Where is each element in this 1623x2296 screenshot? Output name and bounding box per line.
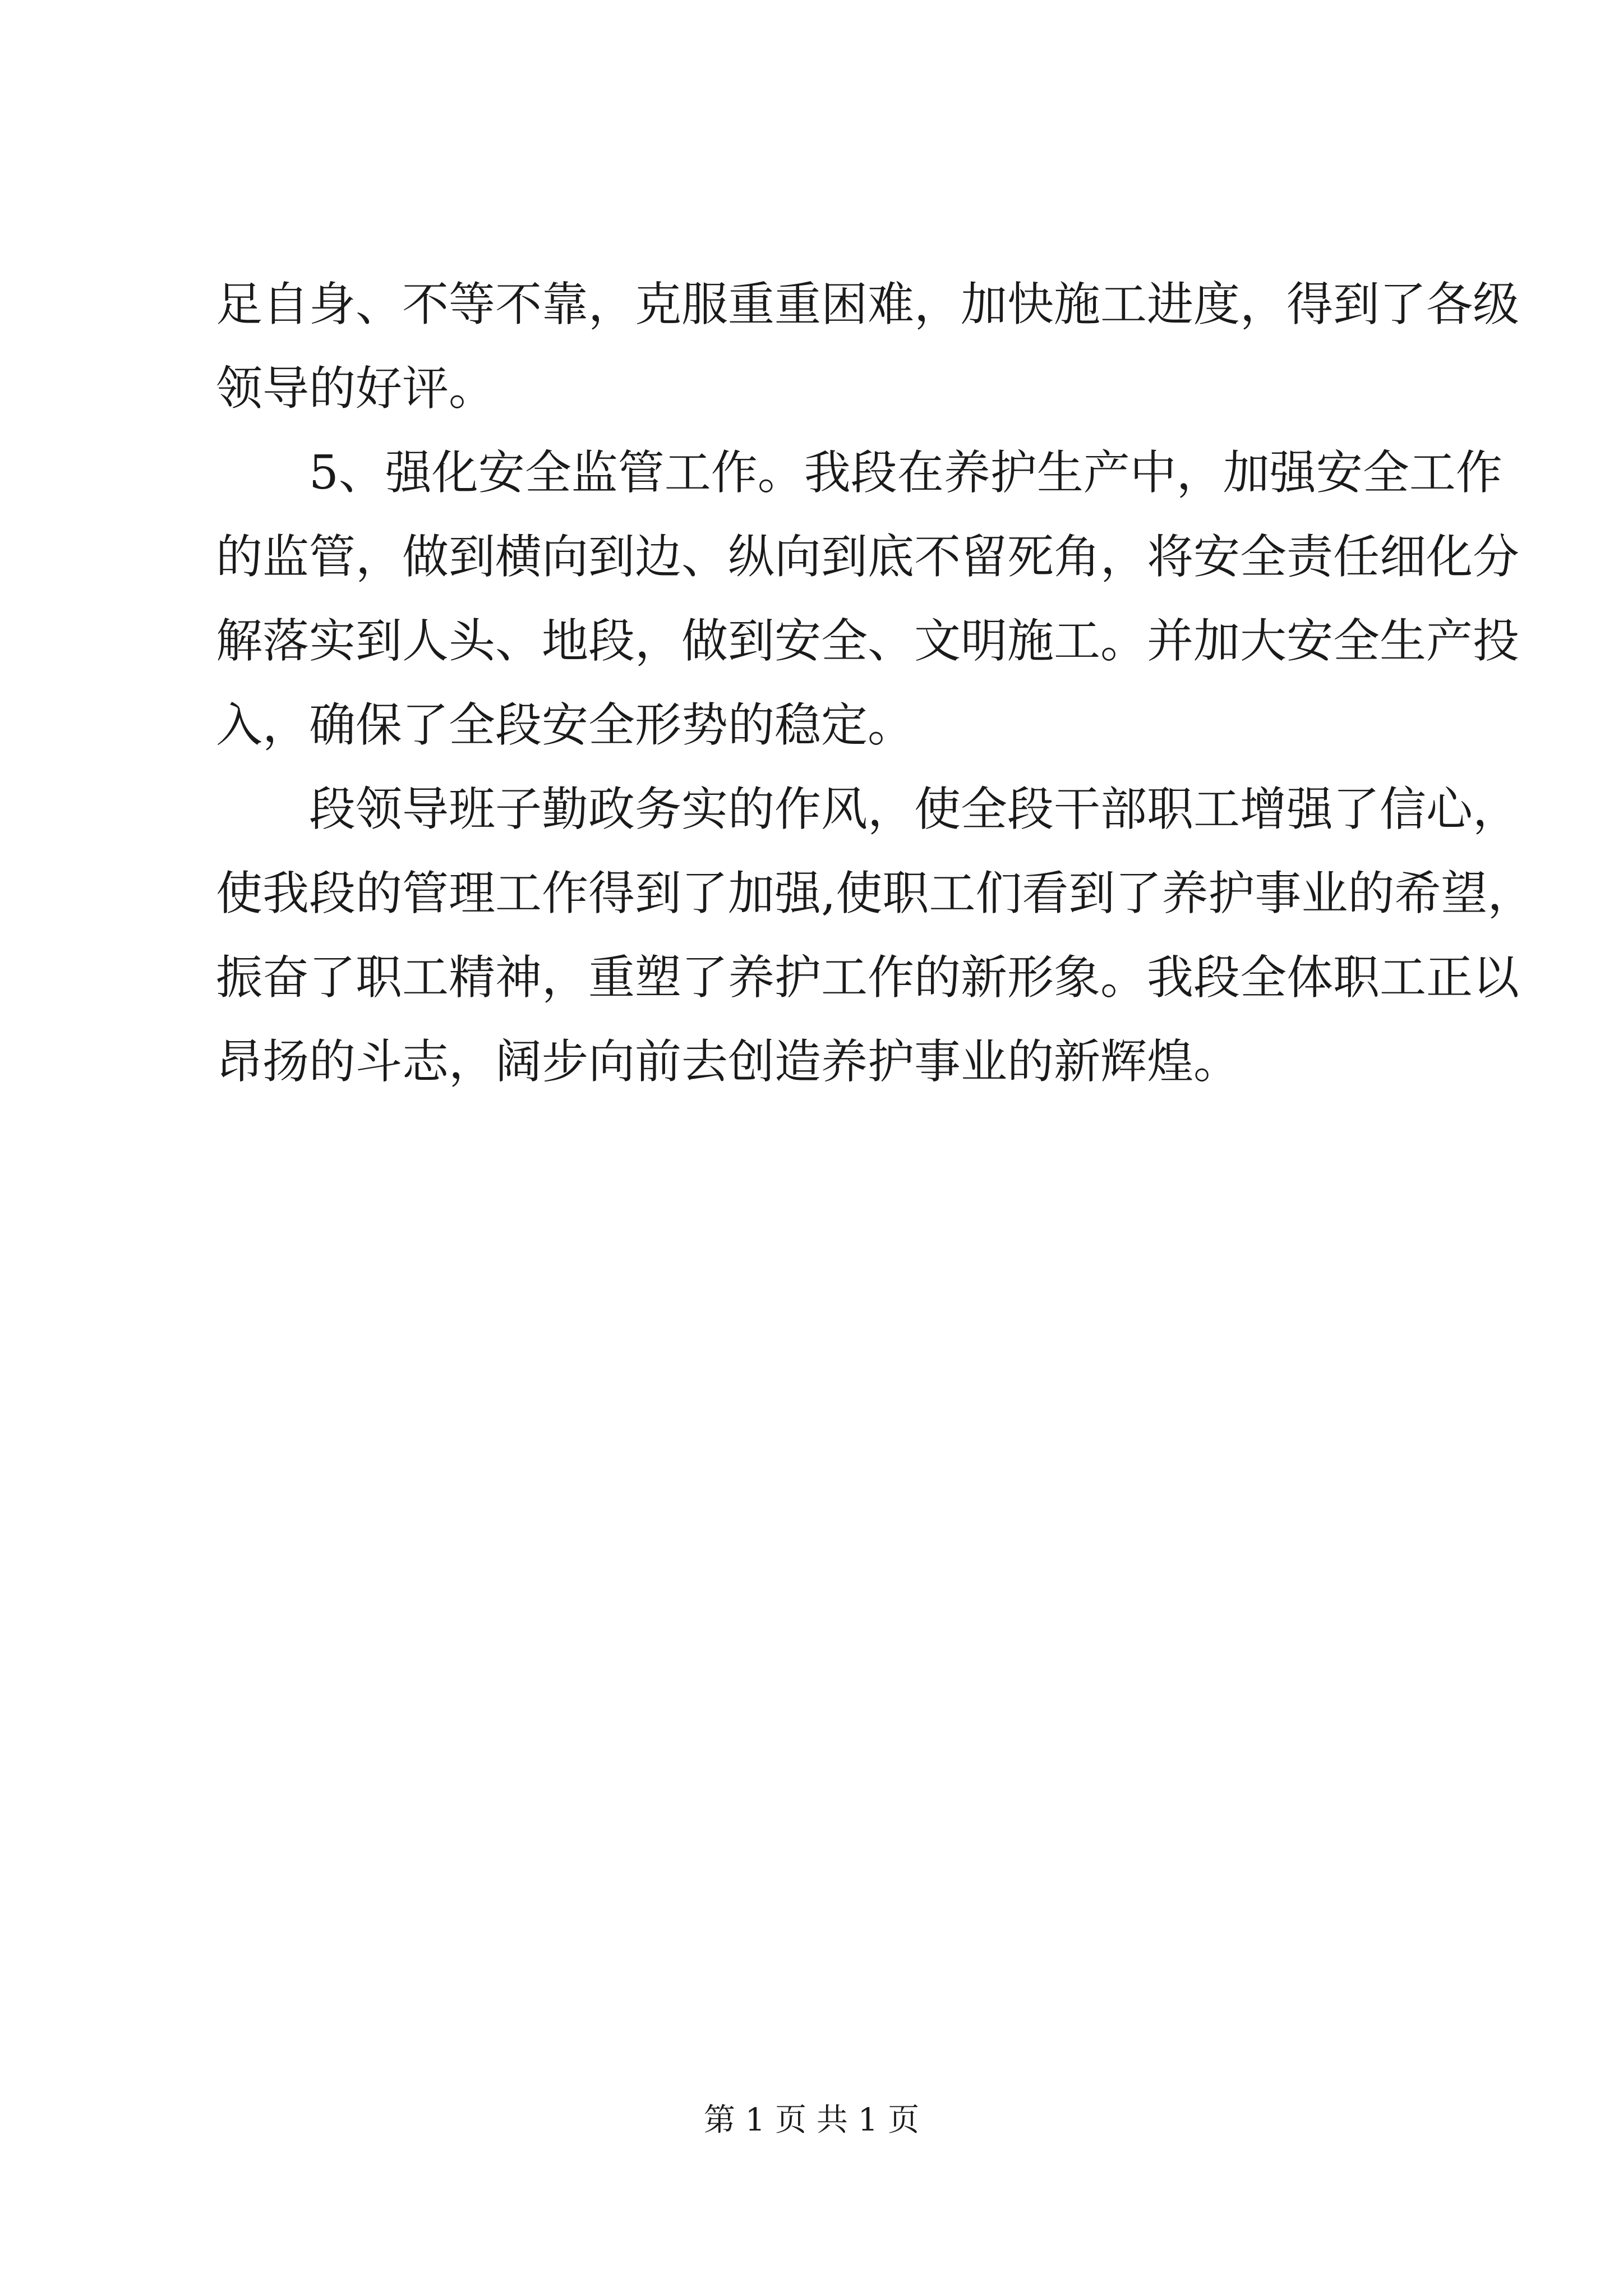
text-line: 5、强化安全监管工作。我段在养护生产中，加强安全工作 [309,445,1502,500]
text-line: 振奋了职工精神，重塑了养护工作的新形象。我段全体职工正以 [216,950,1519,1005]
page-footer [0,2098,1623,2143]
text-line: 使我段的管理工作得到了加强,使职工们看到了养护事业的希望， [216,866,1534,921]
text-line: 的监管，做到横向到边、纵向到底不留死角，将安全责任细化分 [216,530,1519,584]
paragraph-safety [216,431,1519,767]
paragraph-continuation [216,263,1519,431]
text-line: 段领导班子勤政务实的作风，使全段干部职工增强了信心， [309,782,1519,836]
text-line: 领导的好评。 [216,361,495,416]
page-number-label: 第 1 页 共 1 页 [703,2102,920,2138]
paragraph-conclusion [216,767,1534,1104]
text-line: 昂扬的斗志，阔步向前去创造养护事业的新辉煌。 [216,1034,1240,1089]
text-line: 入，确保了全段安全形势的稳定。 [216,698,914,752]
document-body [216,263,1534,1104]
text-line: 解落实到人头、地段，做到安全、文明施工。并加大安全生产投 [216,614,1519,668]
text-line: 足自身、不等不靠，克服重重困难，加快施工进度，得到了各级 [216,277,1519,332]
